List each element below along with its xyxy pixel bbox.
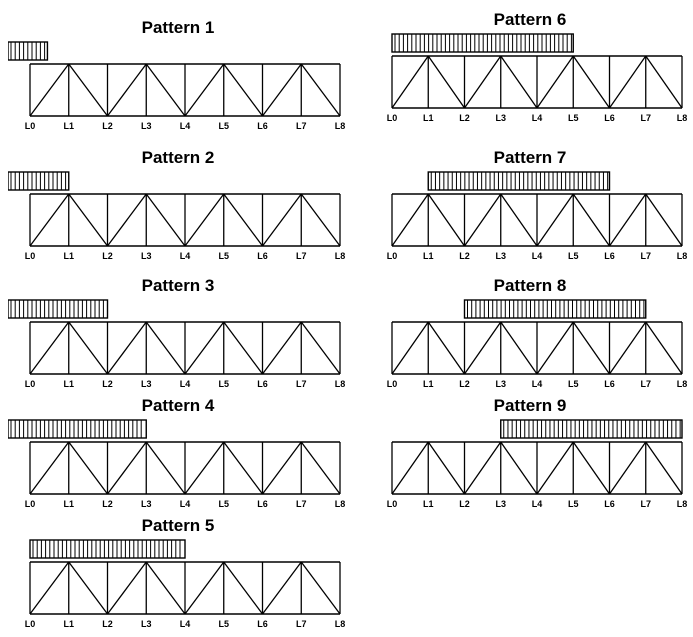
node-label: L3 <box>495 379 507 389</box>
truss-panel-3 <box>8 276 348 395</box>
node-label: L7 <box>640 499 652 509</box>
node-label: L4 <box>179 619 191 629</box>
node-label: L5 <box>567 379 579 389</box>
node-label: L7 <box>640 113 652 123</box>
node-label: L1 <box>422 251 434 261</box>
truss-panel-8 <box>370 276 690 395</box>
node-label: L6 <box>604 379 615 389</box>
node-label: L5 <box>218 379 230 389</box>
node-label: L8 <box>334 499 346 509</box>
node-label: L5 <box>567 499 579 509</box>
node-label: L7 <box>295 499 307 509</box>
node-label: L7 <box>640 251 652 261</box>
node-label: L6 <box>604 251 615 261</box>
panel-title: Pattern 7 <box>493 148 567 167</box>
distributed-load <box>8 300 108 318</box>
node-label: L3 <box>495 251 507 261</box>
node-label: L6 <box>257 499 268 509</box>
node-label: L5 <box>218 499 230 509</box>
node-label: L2 <box>102 251 113 261</box>
node-label: L2 <box>102 121 113 131</box>
node-label: L8 <box>334 121 346 131</box>
node-label: L6 <box>257 121 268 131</box>
node-label: L6 <box>257 379 268 389</box>
node-label: L5 <box>567 251 579 261</box>
node-label: L1 <box>63 619 75 629</box>
truss-drawing <box>8 298 348 395</box>
node-label: L8 <box>676 499 688 509</box>
distributed-load <box>501 420 682 438</box>
node-label: L6 <box>257 251 268 261</box>
node-label: L3 <box>140 619 152 629</box>
node-label: L0 <box>24 251 36 261</box>
node-label: L8 <box>334 619 346 629</box>
truss-drawing <box>370 32 690 129</box>
node-label: L1 <box>422 379 434 389</box>
node-label: L0 <box>24 499 36 509</box>
node-label: L0 <box>386 379 398 389</box>
truss-panel-4 <box>8 396 348 515</box>
truss-drawing <box>8 40 348 137</box>
node-label: L4 <box>531 379 543 389</box>
truss-panel-9 <box>370 396 690 515</box>
node-label: L3 <box>495 113 507 123</box>
distributed-load <box>8 420 146 438</box>
panel-title: Pattern 4 <box>141 396 215 415</box>
node-label: L7 <box>295 619 307 629</box>
truss-panel-1 <box>8 18 348 137</box>
node-label: L2 <box>459 113 470 123</box>
node-label: L5 <box>218 121 230 131</box>
node-label: L8 <box>334 379 346 389</box>
node-label: L3 <box>140 121 152 131</box>
truss-panel-5 <box>8 516 348 635</box>
panel-title: Pattern 3 <box>141 276 215 295</box>
node-label: L7 <box>295 121 307 131</box>
panel-title: Pattern 1 <box>141 18 215 37</box>
distributed-load <box>465 300 646 318</box>
node-label: L2 <box>102 499 113 509</box>
node-label: L5 <box>218 619 230 629</box>
node-label: L5 <box>567 113 579 123</box>
node-label: L1 <box>63 121 75 131</box>
truss-panel-6 <box>370 10 690 129</box>
node-label: L0 <box>24 121 36 131</box>
node-label: L3 <box>140 251 152 261</box>
node-label: L4 <box>179 379 191 389</box>
node-label: L4 <box>179 499 191 509</box>
distributed-load <box>8 42 47 60</box>
truss-drawing <box>370 170 690 267</box>
panel-title: Pattern 2 <box>141 148 215 167</box>
distributed-load <box>8 172 69 190</box>
panel-title: Pattern 9 <box>493 396 567 415</box>
node-label: L7 <box>295 251 307 261</box>
node-label: L8 <box>676 379 688 389</box>
distributed-load <box>392 34 573 52</box>
node-label: L8 <box>676 251 688 261</box>
node-label: L1 <box>63 379 75 389</box>
node-label: L2 <box>459 251 470 261</box>
truss-drawing <box>8 538 348 635</box>
node-label: L1 <box>63 499 75 509</box>
distributed-load <box>30 540 185 558</box>
node-label: L8 <box>676 113 688 123</box>
node-label: L1 <box>422 113 434 123</box>
node-label: L4 <box>531 499 543 509</box>
node-label: L3 <box>495 499 507 509</box>
node-label: L6 <box>257 619 268 629</box>
node-label: L2 <box>459 379 470 389</box>
panel-title: Pattern 5 <box>141 516 215 535</box>
node-label: L0 <box>386 251 398 261</box>
node-label: L4 <box>531 251 543 261</box>
node-label: L3 <box>140 379 152 389</box>
truss-drawing <box>370 298 690 395</box>
truss-drawing <box>8 170 348 267</box>
node-label: L0 <box>386 499 398 509</box>
node-label: L4 <box>179 251 191 261</box>
node-label: L6 <box>604 113 615 123</box>
node-label: L7 <box>295 379 307 389</box>
panel-title: Pattern 6 <box>493 10 567 29</box>
distributed-load <box>428 172 609 190</box>
node-label: L0 <box>386 113 398 123</box>
node-label: L2 <box>102 619 113 629</box>
truss-drawing <box>370 418 690 515</box>
truss-drawing <box>8 418 348 515</box>
panel-title: Pattern 8 <box>493 276 567 295</box>
node-label: L1 <box>422 499 434 509</box>
node-label: L1 <box>63 251 75 261</box>
truss-panel-2 <box>8 148 348 267</box>
node-label: L7 <box>640 379 652 389</box>
node-label: L4 <box>531 113 543 123</box>
node-label: L3 <box>140 499 152 509</box>
node-label: L2 <box>459 499 470 509</box>
node-label: L2 <box>102 379 113 389</box>
truss-panel-7 <box>370 148 690 267</box>
node-label: L8 <box>334 251 346 261</box>
node-label: L0 <box>24 619 36 629</box>
node-label: L6 <box>604 499 615 509</box>
node-label: L4 <box>179 121 191 131</box>
node-label: L0 <box>24 379 36 389</box>
node-label: L5 <box>218 251 230 261</box>
